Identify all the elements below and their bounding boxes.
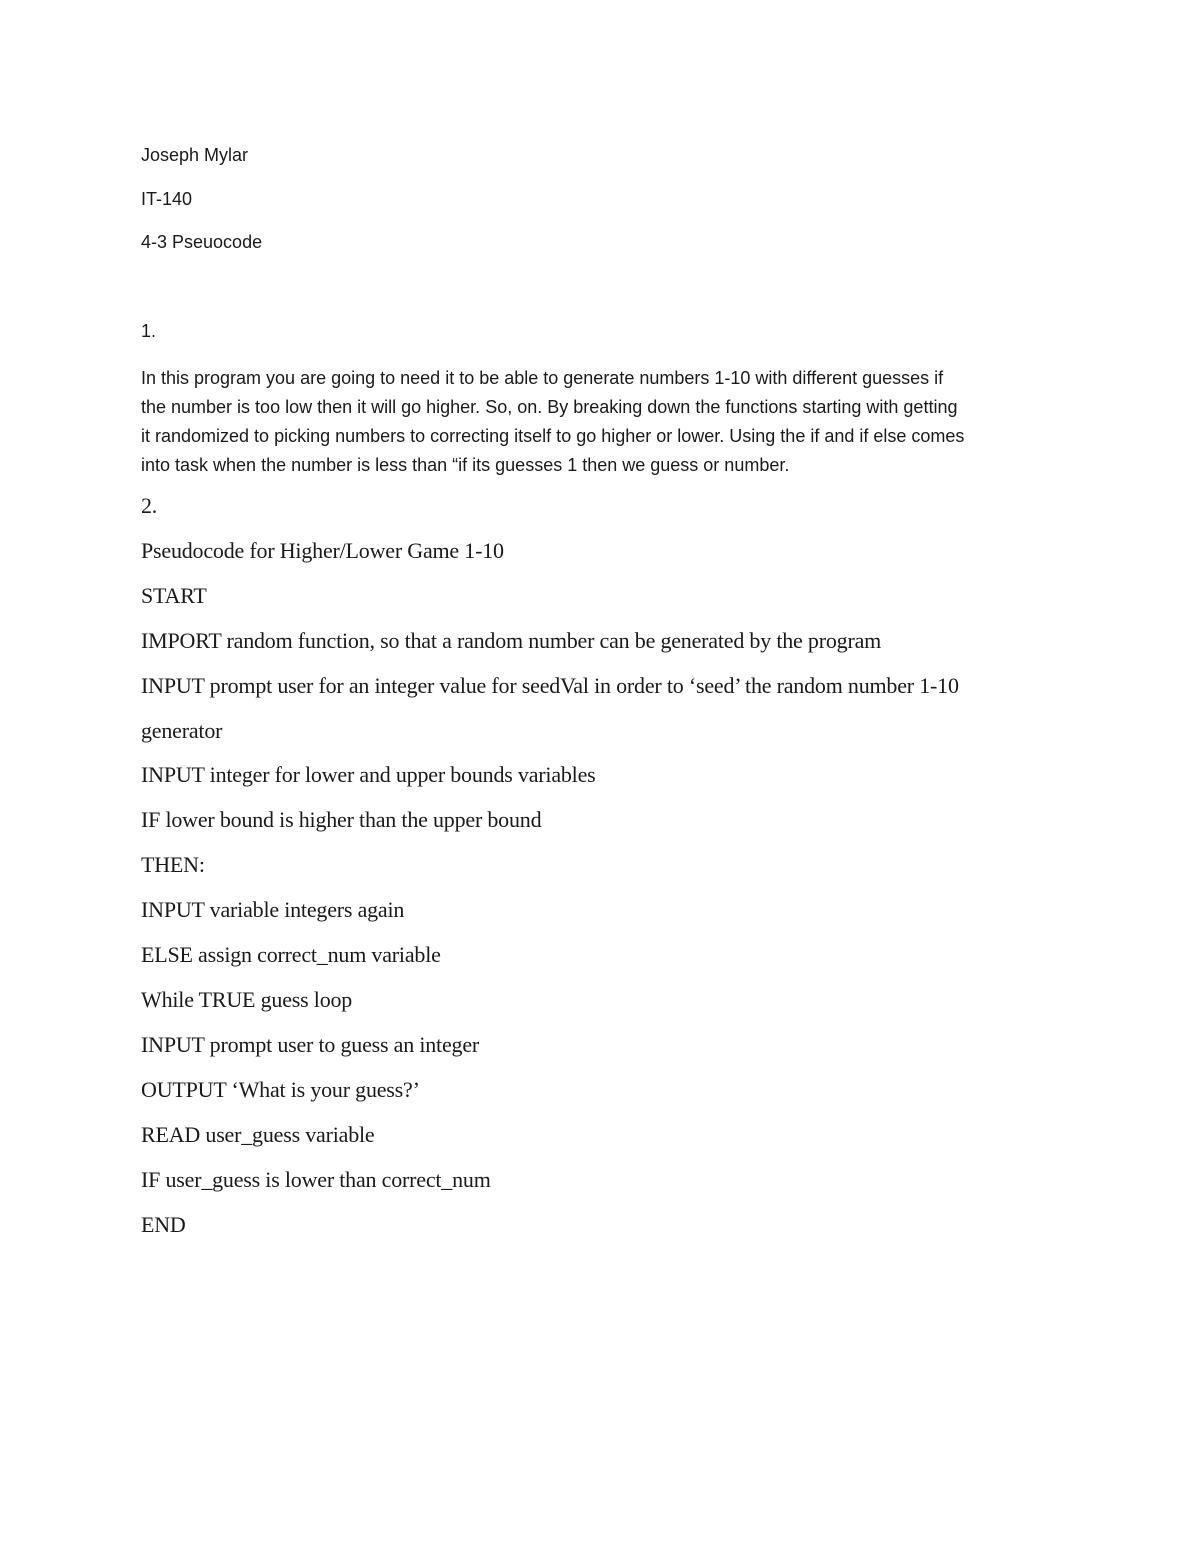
pseudocode-line: generator: [141, 718, 223, 743]
pseudocode-title: Pseudocode for Higher/Lower Game 1-10: [141, 538, 504, 563]
section-1-number: 1.: [141, 321, 157, 341]
pseudocode-line: IF lower bound is higher than the upper bound: [141, 807, 542, 832]
paragraph-line: into task when the number is less than “if its guesses 1 then we guess or number.: [141, 455, 790, 475]
pseudocode-line: IF user_guess is lower than correct_num: [141, 1167, 491, 1192]
pseudocode-line: IMPORT random function, so that a random number can be generated by the program: [141, 628, 882, 653]
pseudocode-line: START: [141, 583, 207, 608]
pseudocode-line: ELSE assign correct_num variable: [141, 942, 441, 967]
paragraph-line: it randomized to picking numbers to correcting itself to go higher or lower. Using the if and if else comes: [141, 426, 965, 446]
paragraph-line: the number is too low then it will go higher. So, on. By breaking down the functions starting with getting: [141, 397, 958, 417]
pseudocode-line: INPUT prompt user to guess an integer: [141, 1032, 480, 1057]
pseudocode-line: END: [141, 1212, 186, 1237]
pseudocode-line: THEN:: [141, 852, 205, 877]
assignment-title: 4-3 Pseuocode: [141, 232, 263, 252]
pseudocode-line: INPUT variable integers again: [141, 897, 405, 922]
section-1-paragraph: [141, 364, 1071, 480]
pseudocode-line: INPUT prompt user for an integer value for seedVal in order to ‘seed’ the random number 1-10: [141, 673, 959, 698]
paragraph-line: In this program you are going to need it to be able to generate numbers 1-10 with different guesses if: [141, 368, 944, 388]
pseudocode-line: INPUT integer for lower and upper bounds variables: [141, 762, 596, 787]
pseudocode-line: OUTPUT ‘What is your guess?’: [141, 1077, 420, 1102]
pseudocode-line: While TRUE guess loop: [141, 987, 353, 1012]
course-code: IT-140: [141, 189, 193, 209]
author-name: Joseph Mylar: [141, 145, 249, 165]
section-2-number: 2.: [141, 493, 158, 518]
pseudocode-line: READ user_guess variable: [141, 1122, 375, 1147]
